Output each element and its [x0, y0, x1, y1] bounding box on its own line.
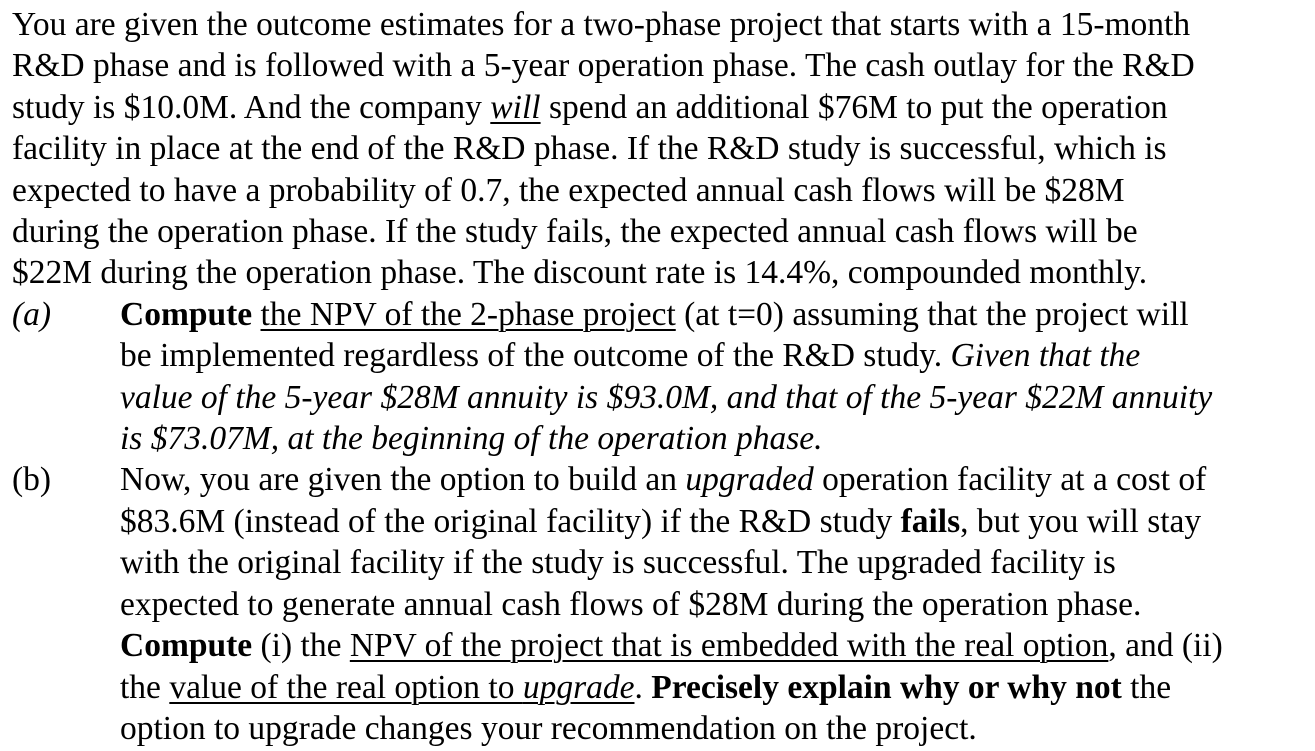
- intro-text: study is $10.0M. And the company: [12, 88, 491, 126]
- emphasis-fails: fails: [900, 502, 961, 540]
- part-a-line-2: [120, 335, 1312, 376]
- intro-line-4: facility in place at the end of the R&D phase. If the R&D study is successful, which is: [12, 130, 1167, 168]
- part-b-text: .: [634, 668, 652, 706]
- part-b-text: , and (ii): [1108, 627, 1223, 665]
- emphasis-will: will: [490, 88, 541, 126]
- part-b-line-5: [120, 625, 1312, 666]
- part-b-line-6: [120, 667, 1312, 708]
- npv-2-phase-underline: the NPV of the 2-phase project: [260, 295, 676, 333]
- spacer-text: [252, 296, 260, 333]
- intro-line-7: $22M during the operation phase. The discount rate is 14.4%, compounded monthly.: [12, 254, 1148, 292]
- intro-line-6: during the operation phase. If the study fails, the expected annual cash flows will be: [12, 213, 1138, 251]
- part-a-given: Given that the: [950, 337, 1141, 375]
- part-b-text: operation facility at a cost of: [813, 461, 1207, 499]
- emphasis-upgrade: upgrade: [522, 668, 635, 706]
- part-a-line-4: is $73.07M, at the beginning of the operation phase.: [120, 420, 823, 458]
- part-b-line-3: with the original facility if the study is successful. The upgraded facility is: [120, 544, 1116, 582]
- intro-line-2: R&D phase and is followed with a 5-year operation phase. The cash outlay for the R&D: [12, 47, 1195, 85]
- problem-document: [12, 4, 1312, 749]
- compute-keyword: Compute: [120, 627, 253, 665]
- part-b-label: (b): [12, 461, 52, 499]
- part-a-text: be implemented regardless of the outcome of the R&D study.: [120, 337, 951, 375]
- part-a-label: (a): [12, 295, 52, 333]
- intro-paragraph: [12, 4, 1312, 294]
- part-b-line-2: [120, 501, 1312, 542]
- part-a-text: (at t=0) assuming that the project will: [675, 295, 1189, 333]
- option-value-underline: [169, 669, 634, 706]
- intro-text: spend an additional $76M to put the operation: [540, 88, 1168, 126]
- part-b-line-4: expected to generate annual cash flows of $28M during the operation phase.: [120, 585, 1142, 623]
- part-a-line-3: value of the 5-year $28M annuity is $93.0M, and that of the 5-year $22M annuity: [120, 378, 1213, 416]
- part-b-line-1: [120, 459, 1312, 500]
- option-value-text: value of the real option to: [169, 668, 523, 706]
- part-b-text: the: [1121, 668, 1172, 706]
- part-b: [12, 459, 1312, 749]
- part-b-text: $83.6M (instead of the original facility) if the R&D study: [120, 502, 901, 540]
- part-b-text: (i) the: [252, 627, 350, 665]
- intro-line-5: expected to have a probability of 0.7, the expected annual cash flows will be $28M: [12, 171, 1125, 209]
- part-a: [12, 294, 1312, 460]
- part-b-line-7: option to upgrade changes your recommendation on the project.: [120, 709, 977, 747]
- intro-line-3: [12, 87, 1312, 128]
- intro-line-1: You are given the outcome estimates for a two-phase project that starts with a 15-month: [12, 6, 1191, 43]
- part-b-text: , but you will stay: [960, 502, 1202, 540]
- part-b-text: Now, you are given the option to build an: [120, 461, 686, 499]
- part-a-line-1: [120, 294, 1312, 335]
- emphasis-upgraded: upgraded: [685, 461, 814, 499]
- npv-real-option-underline: NPV of the project that is embedded with the real option: [349, 627, 1109, 665]
- explain-keyword: Precisely explain why or why not: [651, 668, 1122, 706]
- part-b-text: the: [120, 668, 170, 706]
- compute-keyword: Compute: [120, 295, 253, 333]
